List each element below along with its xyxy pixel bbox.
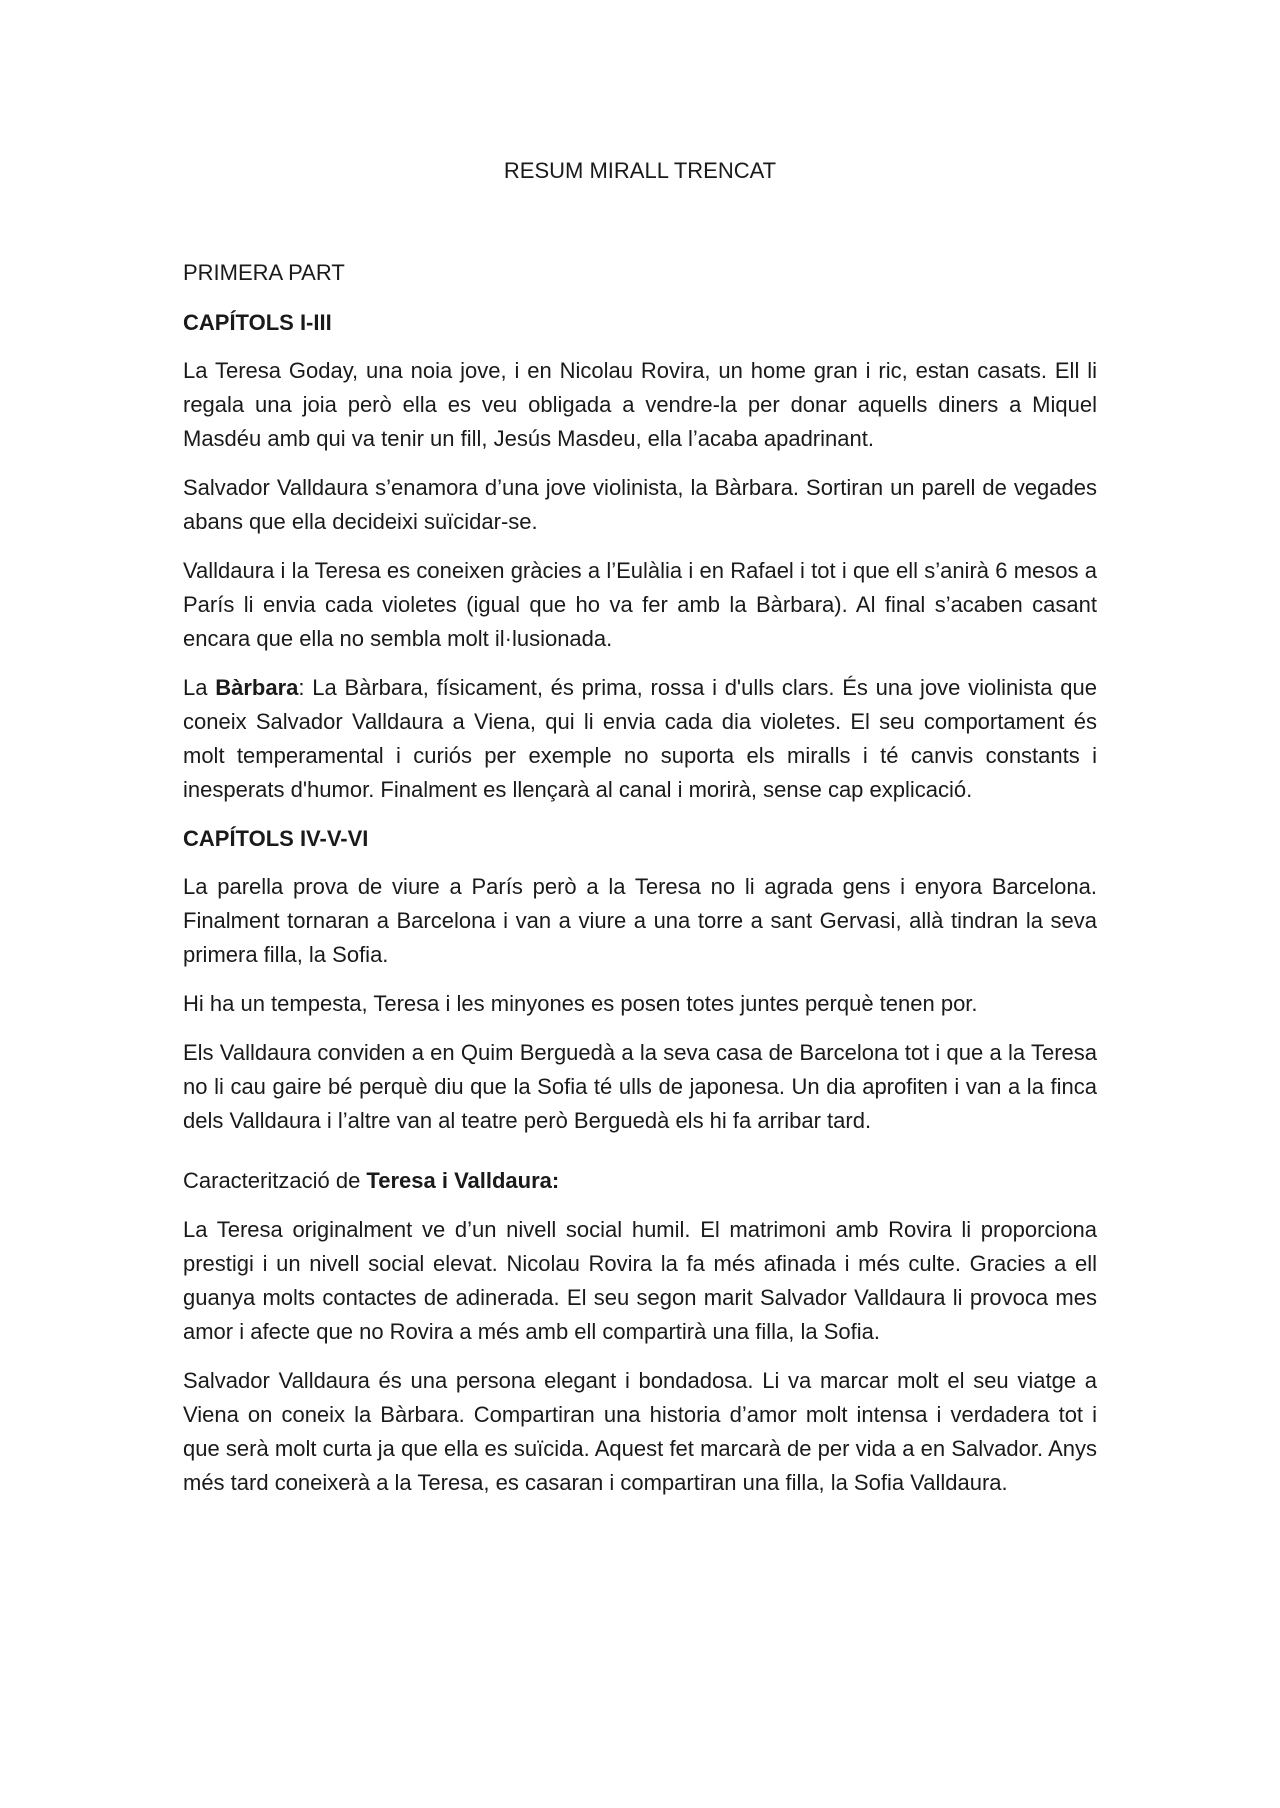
document-body	[183, 256, 1097, 1515]
paragraph: La Teresa Goday, una noia jove, i en Nicolau Rovira, un home gran i ric, estan casats. Ell li regala una joia però ella es veu obligada a vendre-la per donar aquells diners a Miquel Masdéu amb qui va tenir un fill, Jesús Masdeu, ella l’acaba apadrinant.	[183, 358, 1097, 451]
chapter-heading-i-iii: CAPÍTOLS I-III	[183, 310, 332, 335]
paragraph: Salvador Valldaura s’enamora d’una jove violinista, la Bàrbara. Sortiran un parell de vegades abans que ella decideixi suïcidar-se.	[183, 475, 1097, 534]
paragraph: La parella prova de viure a París però a la Teresa no li agrada gens i enyora Barcelona. Finalment tornaran a Barcelona i van a viure a una torre a sant Gervasi, allà tindran la seva primera filla, la Sofia.	[183, 874, 1097, 967]
paragraph-barbara	[183, 671, 1097, 807]
paragraph: Hi ha un tempesta, Teresa i les minyones es posen totes juntes perquè tenen por.	[183, 991, 978, 1016]
paragraph-text: : La Bàrbara, físicament, és prima, rossa i d'ulls clars. És una jove violinista que coneix Salvador Valldaura a Viena, qui li envia cada dia violetes. El seu comportament és molt temperamental i curiós per exemple no suporta els miralls i té canvis constants i inesperats d'humor. Finalment es llençarà al canal i morirà, sense cap explicació.	[183, 675, 1097, 802]
heading-prefix: Caracterització de	[183, 1168, 367, 1193]
paragraph: La Teresa originalment ve d’un nivell social humil. El matrimoni amb Rovira li proporciona prestigi i un nivell social elevat. Nicolau Rovira la fa més afinada i més culte. Gracies a ell guanya molts contactes de adinerada. El seu segon marit Salvador Valldaura li provoca mes amor i afecte que no Rovira a més amb ell compartirà una filla, la Sofia.	[183, 1217, 1097, 1344]
paragraph-prefix: La	[183, 675, 216, 700]
paragraph: Els Valldaura conviden a en Quim Berguedà a la seva casa de Barcelona tot i que a la Teresa no li cau gaire bé perquè diu que la Sofia té ulls de japonesa. Un dia aprofiten i van a la finca dels Valldaura i l’altre van al teatre però Berguedà els hi fa arribar tard.	[183, 1040, 1097, 1133]
part-label: PRIMERA PART	[183, 260, 345, 285]
paragraph: Salvador Valldaura és una persona elegant i bondadosa. Li va marcar molt el seu viatge a Viena on coneix la Bàrbara. Compartiran una historia d’amor molt intensa i verdadera tot i que serà molt curta ja que ella es suïcida. Aquest fet marcarà de per vida a en Salvador. Anys més tard coneixerà a la Teresa, es casaran i compartiran una filla, la Sofia Valldaura.	[183, 1368, 1097, 1495]
characterization-heading	[183, 1164, 1097, 1198]
chapter-heading-iv-vi: CAPÍTOLS IV-V-VI	[183, 826, 369, 851]
document-title: RESUM MIRALL TRENCAT	[503, 158, 777, 183]
bold-term-barbara: Bàrbara	[215, 675, 299, 700]
bold-term-teresa-valldaura: Teresa i Valldaura:	[366, 1168, 560, 1193]
paragraph: Valldaura i la Teresa es coneixen gràcies a l’Eulàlia i en Rafael i tot i que ell s’anirà 6 mesos a París li envia cada violetes (igual que ho va fer amb la Bàrbara). Al final s’acaben casant encara que ella no sembla molt il·lusionada.	[183, 558, 1097, 651]
